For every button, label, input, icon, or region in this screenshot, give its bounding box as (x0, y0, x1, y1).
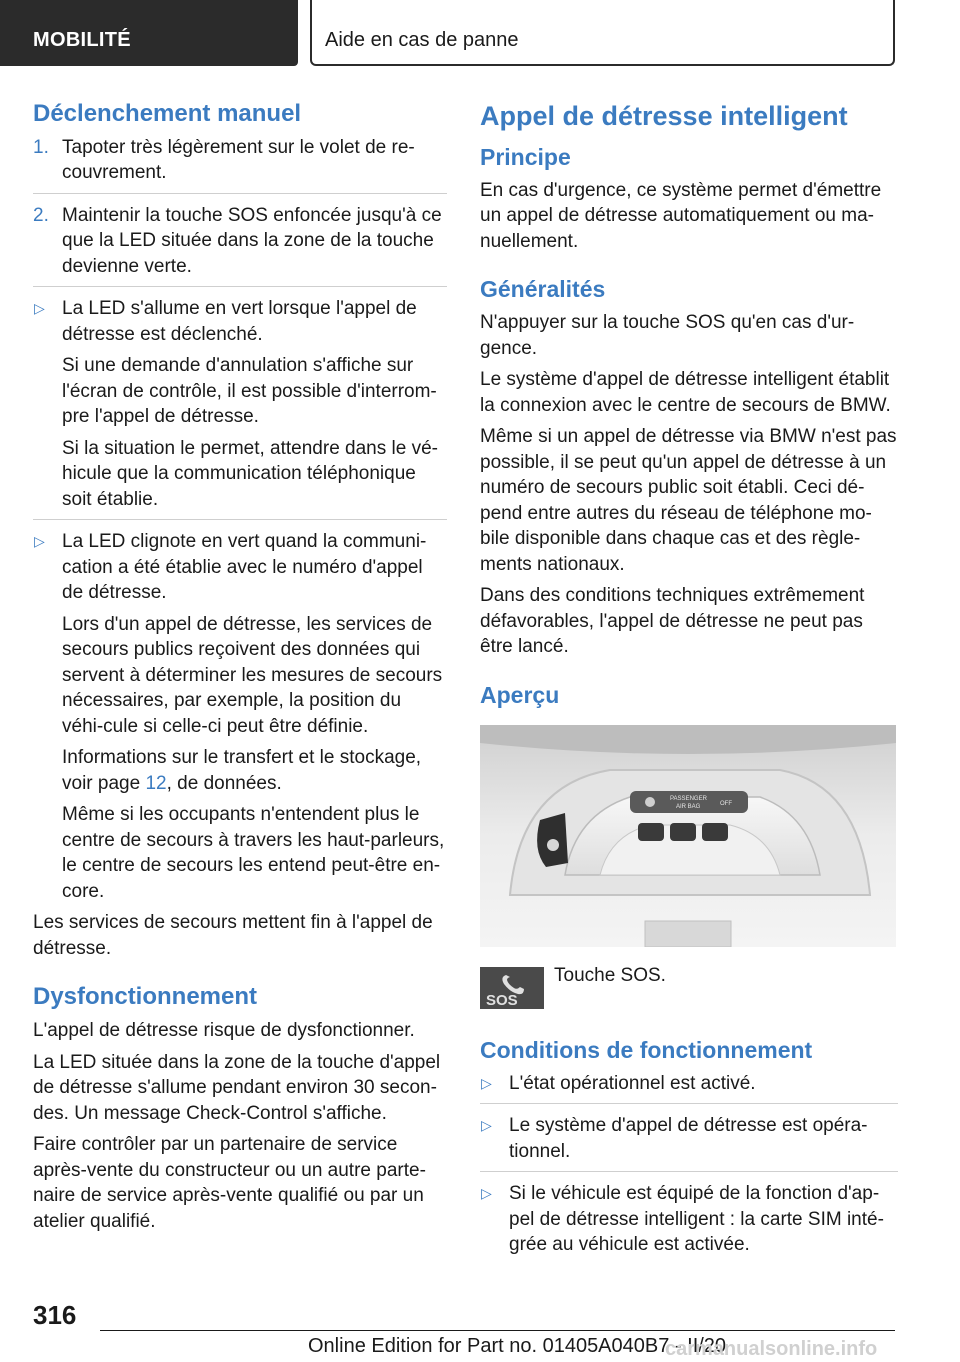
airbag-icon (645, 797, 655, 807)
sos-icon-text: SOS (486, 992, 518, 1010)
light-button-1 (638, 823, 664, 841)
sos-legend (480, 965, 898, 1011)
malfunction-text-2: La LED située dans la zone de la touche d'appel de détresse s'allume pendant environ 30 secon-des. Un message Check-Control s'affiche. (33, 1051, 441, 1124)
sos-button-icon (480, 967, 544, 1009)
divider (33, 193, 447, 194)
chapter-tab (0, 0, 298, 66)
triangle-bullet-icon: ▷ (481, 1185, 492, 1202)
section-title: Aide en cas de panne (325, 29, 519, 51)
divider (480, 1171, 898, 1172)
right-column (480, 100, 898, 1264)
edition-text: Online Edition for Part no. 01405A040B7 - II/20 (308, 1335, 727, 1357)
conditions-heading: Conditions de fonctionnement (480, 1037, 813, 1064)
overview-heading: Aperçu (480, 681, 560, 708)
airbag-label: AIR BAG (676, 804, 701, 811)
off-label: OFF (720, 801, 732, 808)
step-1 (33, 135, 447, 186)
general-heading: Généralités (480, 276, 606, 303)
emergency-data-text: Lors d'un appel de détresse, les services de secours publics reçoivent des données qui servent à déterminer les mesures de secours nécessaires, par exemple, la position du véhi-cule si celle-ci peut être définie. (62, 613, 443, 737)
section-tab (310, 0, 895, 66)
triangle-bullet-icon: ▷ (481, 1117, 492, 1134)
light-button-3 (702, 823, 728, 841)
bullet-text: La LED clignote en vert quand la communi-cation a été établie avec le numéro d'appel de détresse. (62, 531, 427, 604)
sos-key-label: Touche SOS. (554, 965, 666, 987)
watermark: carmanualsonline.info (665, 1338, 878, 1360)
malfunction-text-1: L'appel de détresse risque de dysfonctionner. (33, 1020, 415, 1042)
condition-item: ▷ L'état opérationnel est activé. (480, 1071, 898, 1097)
wait-in-vehicle-text: Si la situation le permet, attendre dans le vé-hicule que la communication téléphonique soit établie. (62, 437, 438, 510)
bullet-led-blinking (33, 529, 447, 606)
malfunction-heading: Dysfonctionnement (33, 983, 258, 1011)
speakers-text: Même si les occupants n'entendent plus le centre de secours à travers les haut-parleurs, le centre de secours les entend peut-être en-core. (62, 804, 445, 902)
intelligent-call-heading: Appel de détresse intelligent (480, 101, 848, 131)
sos-phone-icon (547, 839, 559, 851)
divider (33, 519, 447, 520)
cancel-request-text: Si une demande d'annulation s'affiche sur l'écran de contrôle, il est possible d'interrom-pre l'appel de détresse. (62, 355, 437, 428)
step-text: Maintenir la touche SOS enfoncée jusqu'à ce que la LED située dans la zone de la touche devienne verte. (62, 204, 442, 277)
roof-console-illustration (480, 725, 896, 947)
triangle-bullet-icon: ▷ (34, 300, 45, 317)
general-text-1: N'appuyer sur la touche SOS qu'en cas d'ur-gence. (480, 312, 855, 359)
step-number: 2. (33, 204, 49, 226)
light-button-2 (670, 823, 696, 841)
condition-item: ▷ Le système d'appel de détresse est opéra-tionnel. (481, 1115, 868, 1162)
general-text-4: Dans des conditions techniques extrêmement défavorables, l'appel de détresse ne peut pas être lancé. (480, 585, 865, 658)
bullet-led-green (33, 296, 447, 347)
transfer-info-text: Informations sur le transfert et le stockage, voir page 12, de données. (62, 747, 422, 794)
general-text-2: Le système d'appel de détresse intelligent établit la connexion avec le centre de secours de BMW. (480, 369, 891, 416)
page-reference-link[interactable]: 12 (145, 772, 167, 794)
triangle-bullet-icon: ▷ (34, 533, 45, 550)
principle-heading: Principe (480, 144, 571, 171)
chapter-title: MOBILITÉ (33, 29, 131, 51)
roof-console-photo (480, 725, 896, 947)
manual-trigger-heading: Déclenchement manuel (33, 100, 302, 127)
step-text: Tapoter très légèrement sur le volet de re-couvrement. (62, 136, 415, 184)
divider (480, 1103, 898, 1104)
step-number: 1. (33, 136, 49, 158)
divider (33, 286, 447, 287)
end-call-text: Les services de secours mettent fin à l'appel de détresse. (33, 912, 433, 959)
general-text-3: Même si un appel de détresse via BMW n'est pas possible, il se peut qu'un appel de détresse à un numéro de secours public soit établi. Ceci dé-pend entre autres du réseau de téléphone mo-bile disponible dans chaque cas et des règle-ments nationaux. (480, 426, 897, 575)
passenger-label: PASSENGER (670, 796, 707, 803)
page-number: 316 (33, 1300, 77, 1330)
triangle-bullet-icon: ▷ (481, 1074, 492, 1091)
condition-item: ▷ Si le véhicule est équipé de la fonction d'ap-pel de détresse intelligent : la carte SIM inté-grée au véhicule est activée. (481, 1183, 884, 1256)
malfunction-text-3: Faire contrôler par un partenaire de service après-vente du constructeur ou un autre parte-naire de service après-vente qualifié ou par un atelier qualifié. (33, 1134, 426, 1232)
step-2 (33, 203, 447, 280)
bullet-text: La LED s'allume en vert lorsque l'appel de détresse est déclenché. (62, 298, 417, 345)
principle-text: En cas d'urgence, ce système permet d'émettre un appel de détresse automatiquement ou ma-nuellement. (480, 179, 882, 252)
footer-divider (100, 1330, 895, 1331)
page-header (0, 0, 960, 66)
left-column (33, 100, 447, 1240)
